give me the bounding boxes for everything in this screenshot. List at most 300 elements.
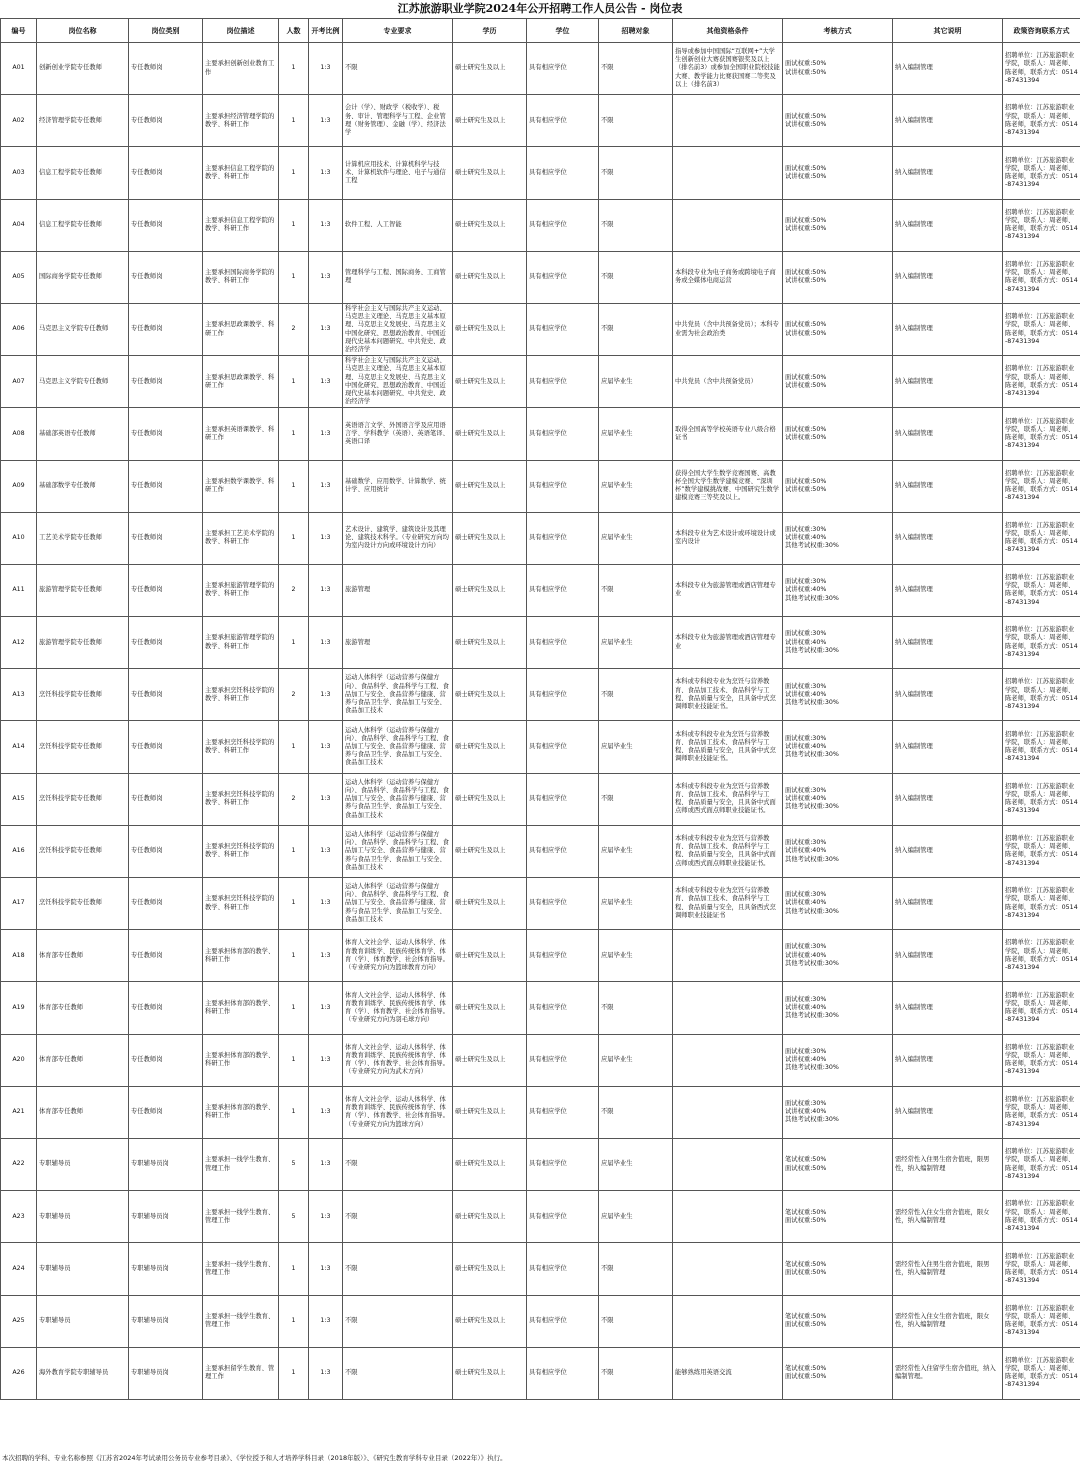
table-row xyxy=(1,721,1080,773)
cell-description: 主要承担烹饪科技学院的教学、科研工作 xyxy=(203,878,279,930)
table-row xyxy=(1,773,1080,825)
cell-count: 2 xyxy=(279,564,309,616)
cell-other: 本科或专科段专业为烹饪与营养教育、食品加工技术、食品科学与工程、食品质量与安全，且具备中式面点师或西式面点师职业技能证书。 xyxy=(673,773,783,825)
header-target: 招聘对象 xyxy=(599,19,673,43)
cell-contact: 招聘单位：江苏旅游职业学院，联系人：周老师、陈老师，联系方式：0514-87431394 xyxy=(1003,356,1080,408)
cell-category: 专任教师岗 xyxy=(129,251,203,303)
cell-target: 不限 xyxy=(599,669,673,721)
table-row xyxy=(1,982,1080,1034)
table-row xyxy=(1,1191,1080,1243)
cell-major: 体育人文社会学、运动人体科学、体育教育训练学、民族传统体育学、体育（学）、体育教学、社会体育指导。（专业研究方向为武术方向） xyxy=(343,1034,453,1086)
cell-exam: 面试权重:30% 试讲权重:40% 其他考试权重:30% xyxy=(783,982,893,1034)
table-row xyxy=(1,408,1080,460)
cell-degree: 具有相应学位 xyxy=(527,721,599,773)
cell-contact: 招聘单位：江苏旅游职业学院，联系人：周老师、陈老师，联系方式：0514-87431394 xyxy=(1003,1086,1080,1138)
cell-contact: 招聘单位：江苏旅游职业学院，联系人：周老师、陈老师，联系方式：0514-87431394 xyxy=(1003,930,1080,982)
cell-other: 取得全国高等学校英语专业八级合格证书 xyxy=(673,408,783,460)
header-exam: 考核方式 xyxy=(783,19,893,43)
cell-exam: 面试权重:30% 试讲权重:40% 其他考试权重:30% xyxy=(783,564,893,616)
cell-major: 基础数学、应用数学、计算数学、统计学、应用统计 xyxy=(343,460,453,512)
cell-count: 1 xyxy=(279,721,309,773)
cell-count: 1 xyxy=(279,825,309,877)
cell-remark: 纳入编制管理 xyxy=(893,147,1003,199)
cell-contact: 招聘单位：江苏旅游职业学院，联系人：周老师、陈老师，联系方式：0514-87431394 xyxy=(1003,460,1080,512)
cell-exam: 面试权重:50% 试讲权重:50% xyxy=(783,356,893,408)
cell-contact: 招聘单位：江苏旅游职业学院，联系人：周老师、陈老师，联系方式：0514-87431394 xyxy=(1003,617,1080,669)
cell-id: A21 xyxy=(1,1086,37,1138)
cell-count: 2 xyxy=(279,669,309,721)
cell-education: 硕士研究生及以上 xyxy=(453,1295,527,1347)
cell-ratio: 1:3 xyxy=(309,1086,343,1138)
cell-major: 不限 xyxy=(343,1191,453,1243)
cell-major: 管理科学与工程、国际商务、工商管理 xyxy=(343,251,453,303)
cell-education: 硕士研究生及以上 xyxy=(453,1138,527,1190)
cell-count: 2 xyxy=(279,303,309,355)
header-remark: 其它说明 xyxy=(893,19,1003,43)
cell-education: 硕士研究生及以上 xyxy=(453,982,527,1034)
cell-remark: 纳入编制管理 xyxy=(893,930,1003,982)
cell-major: 软件工程、人工智能 xyxy=(343,199,453,251)
cell-count: 1 xyxy=(279,1347,309,1399)
table-row xyxy=(1,199,1080,251)
cell-target: 不限 xyxy=(599,199,673,251)
cell-exam: 笔试权重:50% 面试权重:50% xyxy=(783,1347,893,1399)
cell-remark: 纳入编制管理 xyxy=(893,773,1003,825)
cell-contact: 招聘单位：江苏旅游职业学院，联系人：周老师、陈老师，联系方式：0514-87431394 xyxy=(1003,825,1080,877)
cell-exam: 面试权重:30% 试讲权重:40% 其他考试权重:30% xyxy=(783,1086,893,1138)
cell-ratio: 1:3 xyxy=(309,825,343,877)
cell-name: 创新创业学院专任教师 xyxy=(37,43,129,95)
cell-remark: 纳入编制管理 xyxy=(893,878,1003,930)
cell-count: 1 xyxy=(279,95,309,147)
cell-major: 旅游管理 xyxy=(343,617,453,669)
cell-id: A10 xyxy=(1,512,37,564)
cell-id: A12 xyxy=(1,617,37,669)
cell-description: 主要承担烹饪科技学院的教学、科研工作 xyxy=(203,825,279,877)
cell-category: 专任教师岗 xyxy=(129,199,203,251)
cell-ratio: 1:3 xyxy=(309,721,343,773)
cell-id: A17 xyxy=(1,878,37,930)
cell-remark: 纳入编制管理 xyxy=(893,721,1003,773)
cell-count: 1 xyxy=(279,1034,309,1086)
cell-target: 应届毕业生 xyxy=(599,460,673,512)
cell-degree: 具有相应学位 xyxy=(527,408,599,460)
cell-target: 不限 xyxy=(599,773,673,825)
cell-description: 主要承担数学课教学、科研工作 xyxy=(203,460,279,512)
cell-other xyxy=(673,1243,783,1295)
cell-count: 1 xyxy=(279,43,309,95)
header-name: 岗位名称 xyxy=(37,19,129,43)
cell-count: 1 xyxy=(279,930,309,982)
cell-contact: 招聘单位：江苏旅游职业学院，联系人：周老师、陈老师，联系方式：0514-87431394 xyxy=(1003,303,1080,355)
cell-major: 运动人体科学（运动营养与保健方向）、食品科学、食品科学与工程、食品加工与安全、食品营养与健康、营养与食品卫生学、食品加工与安全、食品加工技术 xyxy=(343,669,453,721)
cell-exam: 笔试权重:50% 面试权重:50% xyxy=(783,1243,893,1295)
cell-ratio: 1:3 xyxy=(309,930,343,982)
table-row xyxy=(1,512,1080,564)
cell-exam: 面试权重:50% 试讲权重:50% xyxy=(783,251,893,303)
cell-major: 不限 xyxy=(343,1347,453,1399)
cell-target: 不限 xyxy=(599,1347,673,1399)
cell-description: 主要承担创新创业教育工作 xyxy=(203,43,279,95)
header-contact: 政策咨询联系方式 xyxy=(1003,19,1080,43)
cell-contact: 招聘单位：江苏旅游职业学院，联系人：周老师、陈老师，联系方式：0514-87431394 xyxy=(1003,1034,1080,1086)
cell-name: 旅游管理学院专任教师 xyxy=(37,564,129,616)
cell-exam: 面试权重:30% 试讲权重:40% 其他考试权重:30% xyxy=(783,825,893,877)
cell-target: 不限 xyxy=(599,1243,673,1295)
cell-category: 专任教师岗 xyxy=(129,95,203,147)
cell-ratio: 1:3 xyxy=(309,564,343,616)
cell-name: 烹饪科技学院专任教师 xyxy=(37,669,129,721)
cell-description: 主要承担烹饪科技学院的教学、科研工作 xyxy=(203,773,279,825)
cell-category: 专任教师岗 xyxy=(129,408,203,460)
cell-name: 体育部专任教师 xyxy=(37,982,129,1034)
cell-contact: 招聘单位：江苏旅游职业学院，联系人：周老师、陈老师，联系方式：0514-87431394 xyxy=(1003,512,1080,564)
table-header-row xyxy=(1,19,1080,43)
table-row xyxy=(1,669,1080,721)
cell-description: 主要承担旅游管理学院的教学、科研工作 xyxy=(203,617,279,669)
cell-education: 硕士研究生及以上 xyxy=(453,1086,527,1138)
cell-degree: 具有相应学位 xyxy=(527,1295,599,1347)
cell-remark: 纳入编制管理 xyxy=(893,564,1003,616)
cell-description: 主要承担体育部的教学、科研工作 xyxy=(203,1086,279,1138)
cell-name: 体育部专任教师 xyxy=(37,930,129,982)
cell-degree: 具有相应学位 xyxy=(527,251,599,303)
cell-degree: 具有相应学位 xyxy=(527,825,599,877)
cell-other xyxy=(673,1034,783,1086)
cell-ratio: 1:3 xyxy=(309,1138,343,1190)
cell-other xyxy=(673,1295,783,1347)
cell-contact: 招聘单位：江苏旅游职业学院，联系人：周老师、陈老师，联系方式：0514-87431394 xyxy=(1003,199,1080,251)
cell-exam: 面试权重:50% 试讲权重:50% xyxy=(783,460,893,512)
cell-description: 主要承担烹饪科技学院的教学、科研工作 xyxy=(203,721,279,773)
cell-other: 本科段专业为旅游管理或酒店管理专业 xyxy=(673,617,783,669)
cell-count: 1 xyxy=(279,251,309,303)
cell-degree: 具有相应学位 xyxy=(527,460,599,512)
cell-description: 主要承担一线学生教育、管理工作 xyxy=(203,1243,279,1295)
cell-category: 专任教师岗 xyxy=(129,721,203,773)
cell-count: 1 xyxy=(279,512,309,564)
cell-degree: 具有相应学位 xyxy=(527,1086,599,1138)
cell-major: 体育人文社会学、运动人体科学、体育教育训练学、民族传统体育学、体育（学）、体育教学、社会体育指导。（专业研究方向为篮球教育方向） xyxy=(343,930,453,982)
cell-name: 体育部专任教师 xyxy=(37,1034,129,1086)
cell-remark: 纳入编制管理 xyxy=(893,512,1003,564)
cell-exam: 笔试权重:50% 面试权重:50% xyxy=(783,1191,893,1243)
table-row xyxy=(1,1138,1080,1190)
cell-major: 旅游管理 xyxy=(343,564,453,616)
cell-name: 烹饪科技学院专任教师 xyxy=(37,825,129,877)
cell-name: 体育部专任教师 xyxy=(37,1086,129,1138)
cell-major: 体育人文社会学、运动人体科学、体育教育训练学、民族传统体育学、体育（学）、体育教学、社会体育指导。（专业研究方向为篮球方向） xyxy=(343,1086,453,1138)
cell-exam: 面试权重:50% 试讲权重:50% xyxy=(783,303,893,355)
cell-target: 不限 xyxy=(599,303,673,355)
footnote: 本次招聘的学科、专业名称参照《江苏省2024年考试录用公务员专业参考目录》、《学位授予和人才培养学科目录（2018年版）》、《研究生教育学科专业目录（2022年）》执行。 xyxy=(2,1454,507,1462)
cell-exam: 面试权重:50% 试讲权重:50% xyxy=(783,147,893,199)
cell-target: 应届毕业生 xyxy=(599,1191,673,1243)
cell-other: 能够熟练用英语交流 xyxy=(673,1347,783,1399)
cell-contact: 招聘单位：江苏旅游职业学院，联系人：周老师、陈老师，联系方式：0514-87431394 xyxy=(1003,408,1080,460)
cell-exam: 面试权重:30% 试讲权重:40% 其他考试权重:30% xyxy=(783,930,893,982)
cell-count: 1 xyxy=(279,408,309,460)
cell-ratio: 1:3 xyxy=(309,773,343,825)
table-row xyxy=(1,1243,1080,1295)
cell-description: 主要承担旅游管理学院的教学、科研工作 xyxy=(203,564,279,616)
cell-target: 应届毕业生 xyxy=(599,617,673,669)
cell-contact: 招聘单位：江苏旅游职业学院，联系人：周老师、陈老师，联系方式：0514-87431394 xyxy=(1003,669,1080,721)
cell-major: 不限 xyxy=(343,1138,453,1190)
cell-target: 应届毕业生 xyxy=(599,1138,673,1190)
cell-degree: 具有相应学位 xyxy=(527,773,599,825)
cell-count: 1 xyxy=(279,617,309,669)
header-id: 编号 xyxy=(1,19,37,43)
table-row xyxy=(1,251,1080,303)
header-description: 岗位描述 xyxy=(203,19,279,43)
cell-exam: 面试权重:30% 试讲权重:40% 其他考试权重:30% xyxy=(783,1034,893,1086)
cell-education: 硕士研究生及以上 xyxy=(453,1034,527,1086)
cell-id: A07 xyxy=(1,356,37,408)
cell-id: A13 xyxy=(1,669,37,721)
cell-remark: 需经常性入住女生宿舍值班，限女性，纳入编制管理 xyxy=(893,1191,1003,1243)
cell-education: 硕士研究生及以上 xyxy=(453,147,527,199)
cell-education: 硕士研究生及以上 xyxy=(453,564,527,616)
cell-target: 不限 xyxy=(599,564,673,616)
cell-education: 硕士研究生及以上 xyxy=(453,617,527,669)
cell-count: 1 xyxy=(279,1295,309,1347)
cell-degree: 具有相应学位 xyxy=(527,1347,599,1399)
cell-degree: 具有相应学位 xyxy=(527,356,599,408)
cell-name: 烹饪科技学院专任教师 xyxy=(37,878,129,930)
cell-name: 旅游管理学院专任教师 xyxy=(37,617,129,669)
cell-degree: 具有相应学位 xyxy=(527,303,599,355)
cell-ratio: 1:3 xyxy=(309,147,343,199)
cell-category: 专任教师岗 xyxy=(129,1086,203,1138)
header-ratio: 开考比例 xyxy=(309,19,343,43)
cell-other: 本科或专科段专业为烹饪与营养教育、食品加工技术、食品科学与工程、食品质量与安全，且具备中式面点师或西式面点师职业技能证书。 xyxy=(673,825,783,877)
cell-name: 工艺美术学院专任教师 xyxy=(37,512,129,564)
cell-id: A03 xyxy=(1,147,37,199)
cell-degree: 具有相应学位 xyxy=(527,1034,599,1086)
cell-education: 硕士研究生及以上 xyxy=(453,95,527,147)
cell-category: 专任教师岗 xyxy=(129,930,203,982)
cell-remark: 纳入编制管理 xyxy=(893,669,1003,721)
cell-count: 1 xyxy=(279,147,309,199)
cell-description: 主要承担一线学生教育、管理工作 xyxy=(203,1191,279,1243)
cell-target: 应届毕业生 xyxy=(599,825,673,877)
cell-education: 硕士研究生及以上 xyxy=(453,721,527,773)
cell-name: 国际商务学院专任教师 xyxy=(37,251,129,303)
cell-education: 硕士研究生及以上 xyxy=(453,512,527,564)
cell-ratio: 1:3 xyxy=(309,356,343,408)
cell-major: 不限 xyxy=(343,1243,453,1295)
cell-education: 硕士研究生及以上 xyxy=(453,251,527,303)
cell-target: 应届毕业生 xyxy=(599,878,673,930)
cell-category: 专职辅导员岗 xyxy=(129,1191,203,1243)
cell-id: A14 xyxy=(1,721,37,773)
cell-description: 主要承担体育部的教学、科研工作 xyxy=(203,1034,279,1086)
cell-target: 不限 xyxy=(599,43,673,95)
cell-count: 1 xyxy=(279,982,309,1034)
cell-remark: 纳入编制管理 xyxy=(893,408,1003,460)
cell-remark: 纳入编制管理 xyxy=(893,1086,1003,1138)
cell-count: 1 xyxy=(279,460,309,512)
cell-other xyxy=(673,147,783,199)
cell-other: 中共党员（含中共预备党员）；本科专业需为社会政治类 xyxy=(673,303,783,355)
cell-major: 不限 xyxy=(343,1295,453,1347)
cell-degree: 具有相应学位 xyxy=(527,512,599,564)
cell-id: A02 xyxy=(1,95,37,147)
cell-major: 不限 xyxy=(343,43,453,95)
cell-degree: 具有相应学位 xyxy=(527,199,599,251)
cell-exam: 面试权重:30% 试讲权重:40% 其他考试权重:30% xyxy=(783,878,893,930)
cell-education: 硕士研究生及以上 xyxy=(453,773,527,825)
cell-category: 专职辅导员岗 xyxy=(129,1295,203,1347)
cell-other xyxy=(673,1086,783,1138)
cell-id: A01 xyxy=(1,43,37,95)
cell-id: A23 xyxy=(1,1191,37,1243)
cell-exam: 面试权重:50% 试讲权重:50% xyxy=(783,43,893,95)
cell-exam: 面试权重:50% 试讲权重:50% xyxy=(783,408,893,460)
cell-degree: 具有相应学位 xyxy=(527,564,599,616)
cell-category: 专职辅导员岗 xyxy=(129,1138,203,1190)
cell-description: 主要承担国际商务学院的教学、科研工作 xyxy=(203,251,279,303)
cell-other xyxy=(673,982,783,1034)
cell-id: A18 xyxy=(1,930,37,982)
cell-name: 海外教育学院专职辅导员 xyxy=(37,1347,129,1399)
cell-exam: 面试权重:30% 试讲权重:40% 其他考试权重:30% xyxy=(783,773,893,825)
cell-category: 专任教师岗 xyxy=(129,564,203,616)
cell-exam: 面试权重:30% 试讲权重:40% 其他考试权重:30% xyxy=(783,512,893,564)
cell-id: A20 xyxy=(1,1034,37,1086)
positions-table xyxy=(0,18,1080,1400)
cell-description: 主要承担思政课教学、科研工作 xyxy=(203,356,279,408)
cell-id: A24 xyxy=(1,1243,37,1295)
cell-exam: 笔试权重:50% 面试权重:50% xyxy=(783,1138,893,1190)
cell-category: 专职辅导员岗 xyxy=(129,1243,203,1295)
cell-description: 主要承担体育部的教学、科研工作 xyxy=(203,930,279,982)
cell-id: A19 xyxy=(1,982,37,1034)
cell-contact: 招聘单位：江苏旅游职业学院，联系人：周老师、陈老师，联系方式：0514-87431394 xyxy=(1003,147,1080,199)
cell-target: 不限 xyxy=(599,1295,673,1347)
table-row xyxy=(1,95,1080,147)
cell-contact: 招聘单位：江苏旅游职业学院，联系人：周老师、陈老师，联系方式：0514-87431394 xyxy=(1003,721,1080,773)
table-row xyxy=(1,460,1080,512)
cell-description: 主要承担留学生教育、管理工作 xyxy=(203,1347,279,1399)
cell-other xyxy=(673,1138,783,1190)
page-title: 江苏旅游职业学院2024年公开招聘工作人员公告 - 岗位表 xyxy=(397,2,683,15)
cell-ratio: 1:3 xyxy=(309,408,343,460)
cell-education: 硕士研究生及以上 xyxy=(453,825,527,877)
cell-contact: 招聘单位：江苏旅游职业学院，联系人：周老师、陈老师，联系方式：0514-87431394 xyxy=(1003,564,1080,616)
table-row xyxy=(1,303,1080,355)
cell-education: 硕士研究生及以上 xyxy=(453,408,527,460)
cell-contact: 招聘单位：江苏旅游职业学院，联系人：周老师、陈老师，联系方式：0514-87431394 xyxy=(1003,43,1080,95)
cell-exam: 面试权重:30% 试讲权重:40% 其他考试权重:30% xyxy=(783,669,893,721)
cell-major: 体育人文社会学、运动人体科学、体育教育训练学、民族传统体育学、体育（学）、体育教学、社会体育指导。（专业研究方向为羽毛球方向） xyxy=(343,982,453,1034)
cell-id: A25 xyxy=(1,1295,37,1347)
header-category: 岗位类别 xyxy=(129,19,203,43)
cell-ratio: 1:3 xyxy=(309,1295,343,1347)
cell-name: 马克思主义学院专任教师 xyxy=(37,303,129,355)
cell-count: 2 xyxy=(279,773,309,825)
cell-remark: 纳入编制管理 xyxy=(893,356,1003,408)
cell-major: 科学社会主义与国际共产主义运动、马克思主义理论、马克思主义基本原理、马克思主义发展史、马克思主义中国化研究、思想政治教育、中国近现代史基本问题研究、中共党史、政治经济学 xyxy=(343,303,453,355)
cell-other: 本科段专业为旅游管理或酒店管理专业 xyxy=(673,564,783,616)
cell-degree: 具有相应学位 xyxy=(527,617,599,669)
cell-ratio: 1:3 xyxy=(309,669,343,721)
cell-education: 硕士研究生及以上 xyxy=(453,930,527,982)
cell-category: 专职辅导员岗 xyxy=(129,1347,203,1399)
cell-exam: 面试权重:30% 试讲权重:40% 其他考试权重:30% xyxy=(783,721,893,773)
cell-education: 硕士研究生及以上 xyxy=(453,669,527,721)
cell-contact: 招聘单位：江苏旅游职业学院，联系人：周老师、陈老师，联系方式：0514-87431394 xyxy=(1003,982,1080,1034)
cell-target: 应届毕业生 xyxy=(599,1034,673,1086)
cell-major: 英语语言文学、外国语言学及应用语言学、学科教学（英语）、英语笔译、英语口译 xyxy=(343,408,453,460)
cell-remark: 纳入编制管理 xyxy=(893,825,1003,877)
cell-id: A08 xyxy=(1,408,37,460)
cell-remark: 纳入编制管理 xyxy=(893,199,1003,251)
header-degree: 学位 xyxy=(527,19,599,43)
cell-count: 1 xyxy=(279,199,309,251)
cell-ratio: 1:3 xyxy=(309,1191,343,1243)
cell-ratio: 1:3 xyxy=(309,199,343,251)
cell-education: 硕士研究生及以上 xyxy=(453,1243,527,1295)
cell-major: 科学社会主义与国际共产主义运动、马克思主义理论、马克思主义基本原理、马克思主义发展史、马克思主义中国化研究、思想政治教育、中国近现代史基本问题研究、中共党史、政治经济学 xyxy=(343,356,453,408)
cell-education: 硕士研究生及以上 xyxy=(453,356,527,408)
table-row xyxy=(1,1034,1080,1086)
cell-education: 硕士研究生及以上 xyxy=(453,199,527,251)
cell-other: 本科或专科段专业为烹饪与营养教育、食品加工技术、食品科学与工程、食品质量与安全，且具备中式烹调师职业技能证书。 xyxy=(673,721,783,773)
cell-other: 本科段专业为艺术设计或环境设计或室内设计 xyxy=(673,512,783,564)
cell-remark: 需经常性入住男生宿舍值班，限男性，纳入编制管理 xyxy=(893,1243,1003,1295)
cell-count: 1 xyxy=(279,1086,309,1138)
cell-name: 基础部数学专任教师 xyxy=(37,460,129,512)
cell-exam: 面试权重:50% 试讲权重:50% xyxy=(783,199,893,251)
cell-ratio: 1:3 xyxy=(309,1347,343,1399)
cell-description: 主要承担信息工程学院的教学、科研工作 xyxy=(203,147,279,199)
cell-ratio: 1:3 xyxy=(309,617,343,669)
cell-category: 专任教师岗 xyxy=(129,512,203,564)
cell-education: 硕士研究生及以上 xyxy=(453,878,527,930)
cell-degree: 具有相应学位 xyxy=(527,43,599,95)
cell-id: A16 xyxy=(1,825,37,877)
cell-other: 指导或参加中国国际“互联网+”大学生创新创业大赛获国赛银奖及以上（排名前3）或参加全国职业院校技能大赛、教学能力比赛获国赛二等奖及以上（排名前3） xyxy=(673,43,783,95)
cell-target: 不限 xyxy=(599,982,673,1034)
cell-count: 1 xyxy=(279,878,309,930)
cell-category: 专任教师岗 xyxy=(129,43,203,95)
cell-remark: 纳入编制管理 xyxy=(893,460,1003,512)
cell-name: 专职辅导员 xyxy=(37,1191,129,1243)
table-row xyxy=(1,1347,1080,1399)
cell-name: 专职辅导员 xyxy=(37,1295,129,1347)
cell-name: 专职辅导员 xyxy=(37,1138,129,1190)
cell-contact: 招聘单位：江苏旅游职业学院，联系人：周老师、陈老师，联系方式：0514-87431394 xyxy=(1003,773,1080,825)
cell-major: 会计（学）、财政学（税收学）、税务、审计、管理科学与工程、企业管理（财务管理）、金融（学）、经济法学 xyxy=(343,95,453,147)
cell-name: 经济管理学院专任教师 xyxy=(37,95,129,147)
cell-description: 主要承担信息工程学院的教学、科研工作 xyxy=(203,199,279,251)
cell-ratio: 1:3 xyxy=(309,1034,343,1086)
cell-education: 硕士研究生及以上 xyxy=(453,1347,527,1399)
cell-contact: 招聘单位：江苏旅游职业学院，联系人：周老师、陈老师，联系方式：0514-87431394 xyxy=(1003,1138,1080,1190)
cell-education: 硕士研究生及以上 xyxy=(453,1191,527,1243)
cell-other: 本科或专科段专业为烹饪与营养教育、食品加工技术、食品科学与工程、食品质量与安全，且具备中式烹调师职业技能证书。 xyxy=(673,669,783,721)
cell-name: 烹饪科技学院专任教师 xyxy=(37,721,129,773)
cell-degree: 具有相应学位 xyxy=(527,982,599,1034)
cell-remark: 需经常性入住留学生宿舍值班，纳入编制管理。 xyxy=(893,1347,1003,1399)
cell-other xyxy=(673,930,783,982)
table-row xyxy=(1,147,1080,199)
cell-remark: 需经常性入住男生宿舍值班，限男性，纳入编制管理 xyxy=(893,1138,1003,1190)
cell-target: 应届毕业生 xyxy=(599,408,673,460)
cell-remark: 纳入编制管理 xyxy=(893,303,1003,355)
